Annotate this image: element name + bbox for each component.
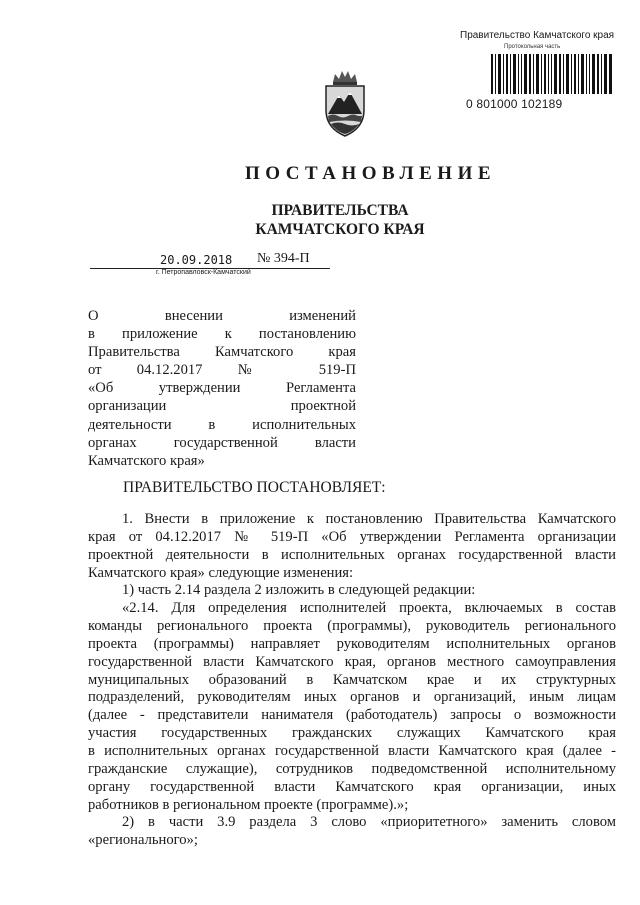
document-date: 20.09.2018 [160,253,233,267]
document-type: ПОСТАНОВЛЕНИЕ [245,163,497,184]
issuer-line: ПРАВИТЕЛЬСТВА [271,202,409,219]
body-line: «регионального»; [88,832,198,849]
document-number: № 394-П [257,251,310,266]
body-line: в исполнительных органах государственной власти Камчатского края (далее - [88,742,616,759]
body-line: проектной деятельности в исполнительных органах государственной власти [88,546,616,563]
resolves-heading: ПРАВИТЕЛЬСТВО ПОСТАНОВЛЯЕТ: [123,479,386,496]
body-line: (далее - представители нанимателя (работодатель) запросы о возможности [88,707,616,724]
body-line: команды регионального проекта (программы), руководитель регионального [88,618,616,635]
document-body [88,511,616,850]
body-line: органу государственной власти Камчатского края организации, иных [88,778,616,795]
barcode-number: 0 801000 102189 [466,97,563,111]
barcode [491,54,612,94]
body-line: проекта (программы) направляет руководителям исполнительных органов [88,635,616,652]
body-line: 1) часть 2.14 раздела 2 изложить в следующей редакции: [122,582,476,599]
subject-line: Камчатского края» [88,452,205,469]
subject-line: деятельности в исполнительных [88,416,356,433]
issuer-line: КАМЧАТСКОГО КРАЯ [255,221,425,238]
document-issuer [240,201,440,239]
kamchatka-coat-of-arms-icon [323,70,367,140]
document-place: г. Петропавловск-Камчатский [156,269,251,276]
stamp-title: Правительство Камчатского края [460,30,615,41]
subject-line: в приложение к постановлению [88,326,356,343]
subject-line: органах государственной власти [88,434,356,451]
subject-line: организации проектной [88,398,356,415]
subject-line: О внесении изменений [88,308,356,324]
body-line: участия государственных гражданских служащих Камчатского края [88,725,616,742]
body-line: гражданские служащие), сотрудников подведомственной исполнительному [88,760,616,777]
body-line: работников в региональном проекте (программе).»; [88,796,409,813]
subject-line: «Об утверждении Регламента [88,380,356,397]
body-line: 1. Внести в приложение к постановлению Правительства Камчатского [122,511,616,527]
stamp-subtitle: Протокольная часть [504,44,561,50]
document-subject [88,307,356,470]
subject-line: от 04.12.2017 № 519-П [88,362,356,379]
body-line: государственной власти Камчатского края, органов местного самоуправления [88,653,616,670]
subject-line: Правительства Камчатского края [88,344,356,361]
body-line: 2) в части 3.9 раздела 3 слово «приоритетного» заменить словом [122,814,616,831]
body-line: подразделений, руководителям иных органов и организаций, иным лицам [88,689,616,706]
body-line: края от 04.12.2017 № 519-П «Об утверждении Регламента организации [88,528,616,545]
body-line: Камчатского края» следующие изменения: [88,564,354,581]
body-line: «2.14. Для определения исполнителей проекта, включаемых в состав [122,600,616,617]
body-line: муниципальных образований в Камчатском крае и их структурных [88,671,616,688]
